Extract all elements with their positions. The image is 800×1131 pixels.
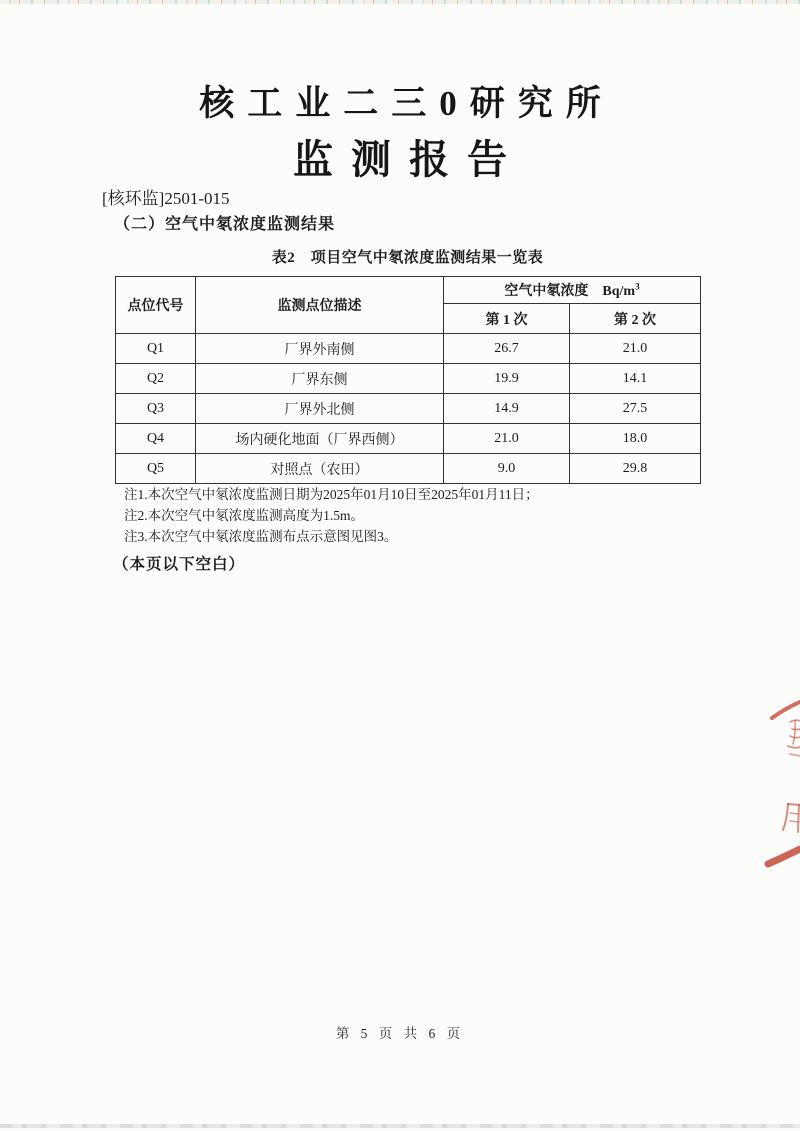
page-number: 第 5 页 共 6 页 xyxy=(335,1026,465,1041)
concentration-label: 空气中氡浓度 xyxy=(504,284,589,299)
cell-point-code: Q4 xyxy=(116,424,196,454)
col-header-run2: 第 2 次 xyxy=(570,304,701,334)
table-notes xyxy=(124,484,684,547)
table-title: 表2 项目空气中氡浓度监测结果一览表 xyxy=(271,250,544,266)
cell-point-desc: 场内硬化地面（厂界西侧） xyxy=(196,424,444,454)
col-header-point-desc: 监测点位描述 xyxy=(196,277,444,334)
cell-run2: 27.5 xyxy=(570,394,701,424)
radon-results-table xyxy=(115,276,701,484)
note-1: 注1.本次空气中氡浓度监测日期为2025年01月10日至2025年01月11日； xyxy=(124,487,539,502)
cell-run2: 21.0 xyxy=(570,334,701,364)
table-row xyxy=(116,424,701,454)
cell-point-desc: 厂界外北侧 xyxy=(196,394,444,424)
cell-run1: 21.0 xyxy=(444,424,570,454)
col-header-point-code: 点位代号 xyxy=(116,277,196,334)
concentration-unit: $Bq/m^3$ xyxy=(602,281,640,299)
report-title: 监测报告 xyxy=(293,137,525,182)
table-row xyxy=(116,394,701,424)
cell-point-code: Q5 xyxy=(116,454,196,484)
cell-point-desc: 厂界东侧 xyxy=(196,364,444,394)
col-header-concentration xyxy=(444,277,701,304)
scan-artifact-top xyxy=(0,0,800,4)
table-row xyxy=(116,334,701,364)
col-header-run1: 第 1 次 xyxy=(444,304,570,334)
org-title: 核工业二三0研究所 xyxy=(199,84,614,123)
cell-run1: 9.0 xyxy=(444,454,570,484)
red-stamp-partial xyxy=(760,692,800,872)
cell-point-code: Q1 xyxy=(116,334,196,364)
section-heading: （二）空气中氡浓度监测结果 xyxy=(114,216,336,233)
scan-artifact-bottom xyxy=(0,1124,800,1128)
cell-point-code: Q2 xyxy=(116,364,196,394)
cell-run1: 26.7 xyxy=(444,334,570,364)
table-row xyxy=(116,454,701,484)
cell-run2: 18.0 xyxy=(570,424,701,454)
cell-run2: 14.1 xyxy=(570,364,701,394)
cell-point-desc: 对照点（农田） xyxy=(196,454,444,484)
table-row xyxy=(116,364,701,394)
cell-point-desc: 厂界外南侧 xyxy=(196,334,444,364)
note-2: 注2.本次空气中氡浓度监测高度为1.5m。 xyxy=(124,508,365,523)
doc-number: [核环监]2501-015 xyxy=(102,189,230,208)
note-3: 注3.本次空气中氡浓度监测布点示意图见图3。 xyxy=(124,529,398,544)
blank-below-note: （本页以下空白） xyxy=(113,556,246,573)
cell-point-code: Q3 xyxy=(116,394,196,424)
cell-run2: 29.8 xyxy=(570,454,701,484)
cell-run1: 14.9 xyxy=(444,394,570,424)
cell-run1: 19.9 xyxy=(444,364,570,394)
